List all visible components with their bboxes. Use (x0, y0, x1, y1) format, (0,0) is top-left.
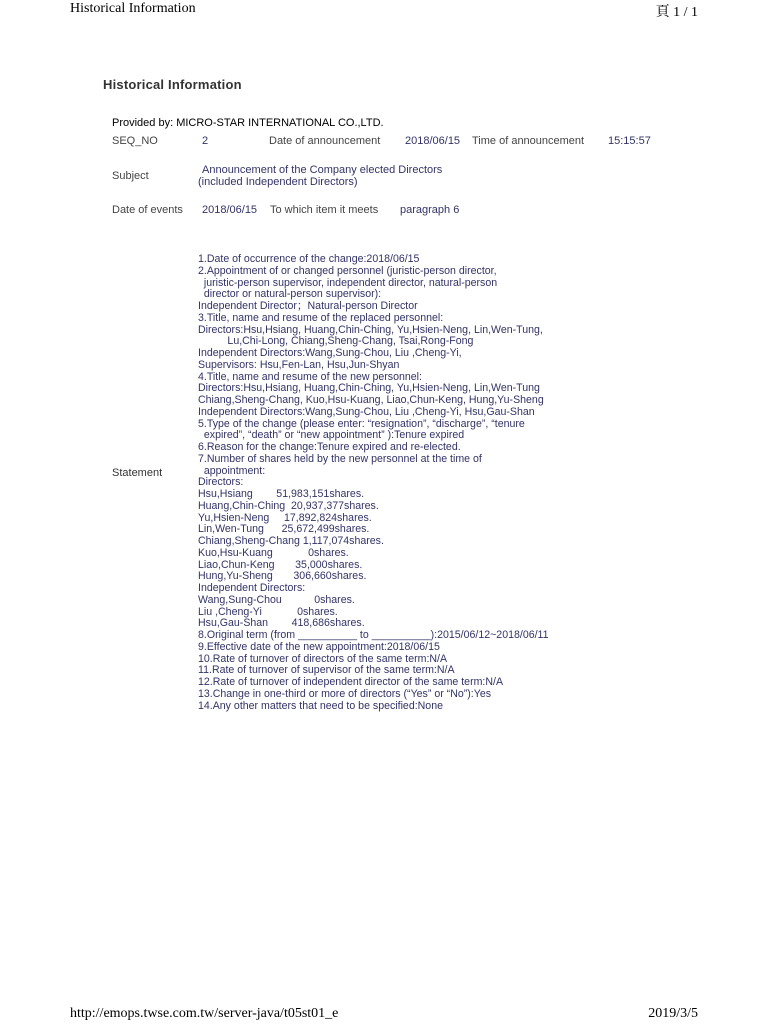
statement-line: 11.Rate of turnover of supervisor of the same term:N/A (198, 664, 455, 677)
statement-line: appointment: (198, 464, 266, 477)
statement-line: Independent Directors: (198, 582, 306, 594)
subject-label: Subject (112, 170, 149, 182)
statement-line: 1.Date of occurrence of the change:2018/06/15 (198, 253, 420, 265)
seq-no-label: SEQ_NO (112, 135, 158, 147)
item-meets-value: paragraph 6 (400, 204, 460, 216)
print-header (0, 0, 770, 20)
subject-line-1: Announcement of the Company elected Directors (202, 164, 443, 176)
print-header-title: Historical Information (70, 1, 196, 16)
statement-line: Hsu,Gau-Shan 418,686shares. (198, 617, 365, 630)
statement-line: Liu ,Cheng-Yi 0shares. (198, 605, 338, 618)
announcement-date-label: Date of announcement (269, 135, 381, 147)
print-footer-url: http://emops.twse.com.tw/server-java/t05st01_e (70, 1006, 339, 1021)
statement-line: 14.Any other matters that need to be specified:None (198, 699, 443, 712)
item-meets-label: To which item it meets (270, 204, 379, 216)
print-footer-date: 2019/3/5 (648, 1006, 698, 1021)
statement-line: 13.Change in one-third or more of directors (“Yes” or “No”):Yes (198, 687, 492, 700)
statement-line: 6.Reason for the change:Tenure expired and re-elected. (198, 441, 461, 453)
statement-line: juristic-person supervisor, independent director, natural-person (198, 276, 498, 289)
statement-line: Lin,Wen-Tung 25,672,499shares. (198, 523, 370, 536)
statement-line: Kuo,Hsu-Kuang 0shares. (198, 546, 349, 559)
seq-no-value: 2 (202, 135, 209, 147)
statement-line: director or natural-person supervisor): (198, 288, 382, 301)
statement-line: Huang,Chin-Ching 20,937,377shares. (198, 499, 379, 512)
statement-line: Independent Directors:Wang,Sung-Chou, Liu ,Cheng-Yi, (198, 347, 462, 359)
announcement-date-value: 2018/06/15 (405, 135, 461, 147)
statement-line: 2.Appointment of or changed personnel (juristic-person director, (198, 264, 497, 277)
statement-line: Hung,Yu-Sheng 306,660shares. (198, 570, 367, 583)
provider-line: Provided by: MICRO-STAR INTERNATIONAL CO.,LTD. (112, 117, 384, 129)
statement-line: 9.Effective date of the new appointment:2018/06/15 (198, 640, 440, 653)
date-of-events-value: 2018/06/15 (202, 204, 258, 216)
statement-line: Directors:Hsu,Hsiang, Huang,Chin-Ching, Yu,Hsien-Neng, Lin,Wen-Tung (198, 382, 540, 395)
statement-line: 4.Title, name and resume of the new personnel: (198, 370, 422, 383)
statement-line: Directors:Hsu,Hsiang, Huang,Chin-Ching, Yu,Hsien-Neng, Lin,Wen-Tung, (198, 323, 543, 336)
statement-line: 10.Rate of turnover of directors of the same term:N/A (198, 652, 448, 665)
statement-line: Yu,Hsien-Neng 17,892,824shares. (198, 511, 372, 524)
date-of-events-label: Date of events (112, 204, 183, 216)
statement-line: Chiang,Sheng-Chang, Kuo,Hsu-Kuang, Liao,Chun-Keng, Hung,Yu-Sheng (198, 394, 544, 406)
statement-line: Independent Director；Natural-person Director (198, 300, 418, 312)
statement-line: 7.Number of shares held by the new personnel at the time of (198, 452, 482, 465)
statement-line: Directors: (198, 476, 244, 489)
statement-line: Hsu,Hsiang 51,983,151shares. (198, 488, 365, 500)
announcement-time-label: Time of announcement (472, 135, 585, 147)
page-title: Historical Information (103, 77, 242, 92)
statement-line: 5.Type of the change (please enter: “resignation”, “discharge”, “tenure (198, 417, 525, 430)
statement-line: 3.Title, name and resume of the replaced personnel: (198, 311, 444, 324)
statement-line: 8.Original term (from __________ to __________):2015/06/12~2018/06/11 (198, 629, 549, 641)
statement-body (198, 254, 718, 712)
statement-line: Liao,Chun-Keng 35,000shares. (198, 558, 363, 571)
print-footer (0, 1004, 770, 1024)
statement-line: 12.Rate of turnover of independent director of the same term:N/A (198, 676, 504, 688)
statement-line: Independent Directors:Wang,Sung-Chou, Liu ,Cheng-Yi, Hsu,Gau-Shan (198, 405, 535, 418)
statement-line: Supervisors: Hsu,Fen-Lan, Hsu,Jun-Shyan (198, 358, 400, 371)
statement-line: Wang,Sung-Chou 0shares. (198, 593, 355, 606)
statement-line: expired”, “death” or “new appointment” ):Tenure expired (198, 429, 465, 442)
statement-line: Lu,Chi-Long, Chiang,Sheng-Chang, Tsai,Rong-Fong (198, 335, 474, 348)
statement-label: Statement (112, 467, 163, 479)
announcement-time-value: 15:15:57 (608, 135, 651, 147)
subject-line-2: (included Independent Directors) (198, 176, 358, 188)
print-header-page-number: 頁 1 / 1 (655, 5, 698, 20)
statement-line: Chiang,Sheng-Chang 1,117,074shares. (198, 535, 384, 547)
